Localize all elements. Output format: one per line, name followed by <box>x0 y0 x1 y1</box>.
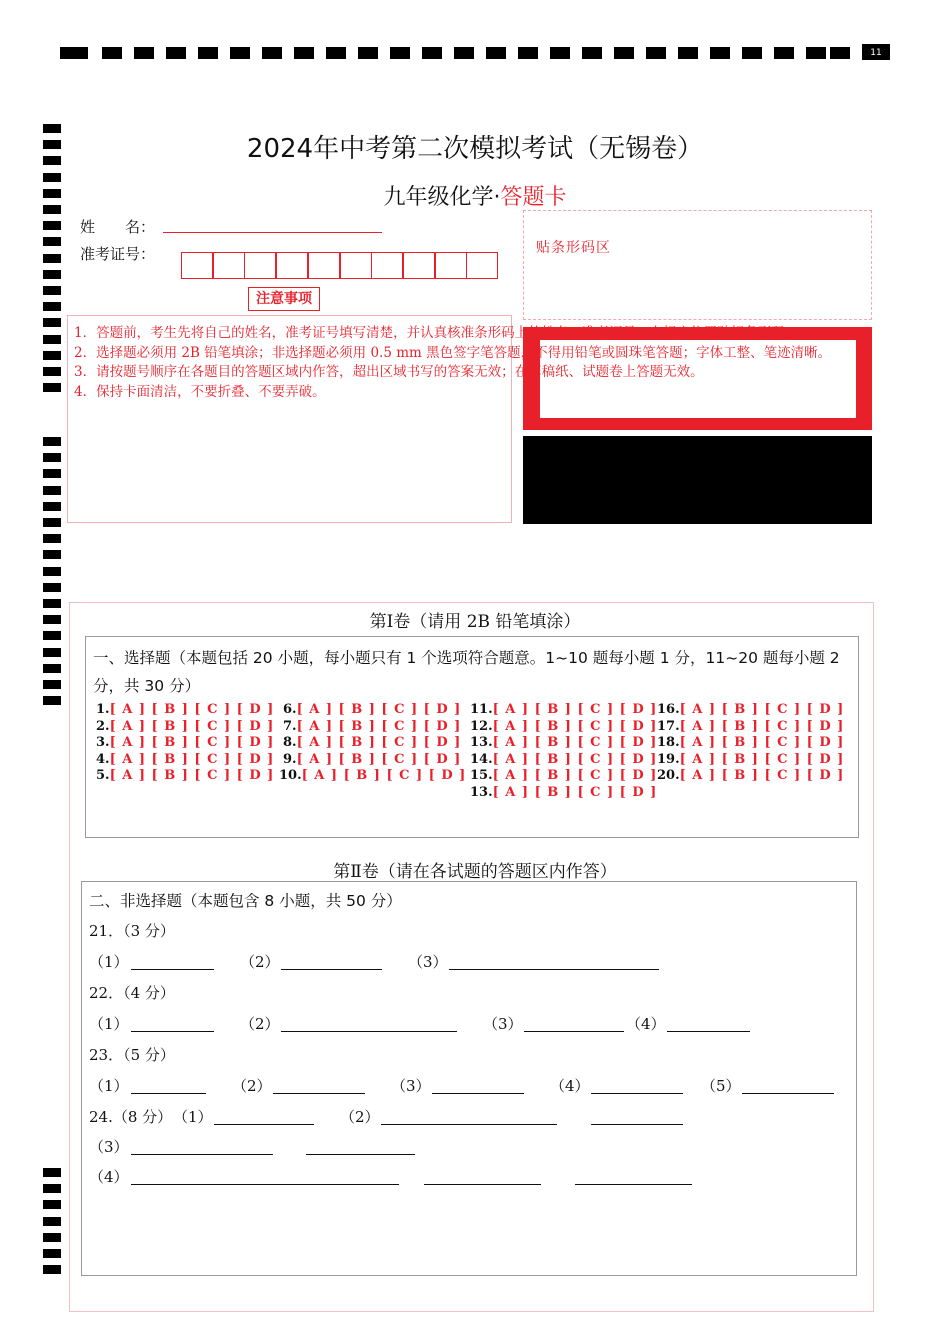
exam-title: 2024年中考第二次模拟考试（无锡卷） <box>246 134 704 164</box>
timing-mark <box>390 47 410 59</box>
choice-number: 9. <box>283 751 297 767</box>
choice-number: 11. <box>470 702 493 717</box>
q24-sub4-blank-a[interactable] <box>131 1183 399 1185</box>
id-digit-box[interactable] <box>403 252 435 279</box>
q23-sub5-label: （5） <box>701 1077 741 1095</box>
choice-options[interactable]: [ A ] [ B ] [ C ] [ D ] <box>492 735 658 750</box>
choice-options[interactable]: [ A ] [ B ] [ C ] [ D ] <box>109 735 275 750</box>
choice-number: 13. <box>470 784 493 800</box>
choice-options[interactable]: [ A ] [ B ] [ C ] [ D ] <box>109 702 275 717</box>
notice-4: 4．保持卡面清洁，不要折叠、不要弄破。 <box>74 384 326 400</box>
q24-sub1-label: （1） <box>173 1108 213 1126</box>
timing-mark <box>43 1217 61 1226</box>
q22-sub3-blank[interactable] <box>524 1030 624 1032</box>
timing-mark <box>60 47 88 59</box>
notice-3: 3．请按题号顺序在各题目的答题区域内作答，超出区域书写的答案无效；在草稿纸、试题卷上答题无效。 <box>74 364 704 380</box>
q23-sub3-label: （3） <box>391 1077 431 1095</box>
timing-mark <box>230 47 250 59</box>
timing-mark <box>43 567 61 576</box>
choice-row[interactable] <box>657 719 844 735</box>
q24-sub2-blank-b[interactable] <box>591 1123 683 1125</box>
free-response-box <box>81 881 857 1276</box>
timing-mark <box>678 47 698 59</box>
q23-label: 23．（5 分） <box>89 1046 175 1064</box>
choice-number: 7. <box>283 718 297 734</box>
timing-mark <box>582 47 602 59</box>
part2-heading: 第Ⅱ卷（请在各试题的答题区内作答） <box>333 862 617 882</box>
choice-number: 17. <box>657 718 680 734</box>
timing-mark <box>43 383 61 392</box>
q22-sub1-label: （1） <box>89 1015 129 1033</box>
timing-mark <box>43 648 61 657</box>
id-digit-box[interactable] <box>213 252 245 279</box>
id-digit-box[interactable] <box>244 252 276 279</box>
choice-options[interactable]: [ A ] [ B ] [ C ] [ D ] <box>679 735 845 750</box>
choice-options[interactable]: [ A ] [ B ] [ C ] [ D ] <box>679 718 845 734</box>
notice-1: 1．答题前，考生先将自己的姓名，准考证号填写清楚，并认真核准条形码上的姓名、准考证号，在规定位置贴好条形码。 <box>74 325 799 341</box>
q24-sub1-blank[interactable] <box>214 1123 314 1125</box>
timing-mark <box>422 47 442 59</box>
timing-mark <box>43 302 61 311</box>
timing-mark <box>43 486 61 495</box>
timing-mark <box>43 664 61 673</box>
timing-mark <box>43 1233 61 1242</box>
choice-number: 19. <box>657 751 680 767</box>
q21-label: 21．（3 分） <box>89 922 175 940</box>
timing-mark <box>742 47 762 59</box>
timing-mark <box>806 47 826 59</box>
timing-mark <box>43 437 61 446</box>
choice-row[interactable] <box>657 735 844 751</box>
timing-mark <box>326 47 346 59</box>
timing-mark <box>43 1265 61 1274</box>
choice-options[interactable]: [ A ] [ B ] [ C ] [ D ] <box>109 751 275 767</box>
q21-sub1-blank[interactable] <box>131 968 214 970</box>
q21-sub2-label: （2） <box>240 953 280 971</box>
timing-mark <box>646 47 666 59</box>
choice-options[interactable]: [ A ] [ B ] [ C ] [ D ] <box>296 735 462 750</box>
timing-mark <box>262 47 282 59</box>
subtitle-main: 九年级化学· <box>383 185 501 210</box>
choice-row[interactable] <box>96 702 274 718</box>
timing-mark <box>43 335 61 344</box>
timing-mark <box>43 469 61 478</box>
part1-heading: 第Ⅰ卷（请用 2B 铅笔填涂） <box>369 612 581 632</box>
q24-sub3-blank-b[interactable] <box>306 1153 415 1155</box>
choice-number: 18. <box>657 735 680 750</box>
part1-instructions-1: 一、选择题（本题包括 20 小题，每小题只有 1 个选项符合题意。1~10 题每小题 1 分，11~20 题每小题 2 <box>93 649 840 667</box>
q24-sub3-blank-a[interactable] <box>131 1153 273 1155</box>
q22-sub4-blank[interactable] <box>667 1030 750 1032</box>
timing-mark <box>43 1168 61 1177</box>
q21-sub3-label: （3） <box>408 953 448 971</box>
q23-sub2-blank[interactable] <box>273 1092 365 1094</box>
choice-options[interactable]: [ A ] [ B ] [ C ] [ D ] <box>109 718 275 734</box>
choice-row[interactable] <box>283 719 461 735</box>
choice-options[interactable]: [ A ] [ B ] [ C ] [ D ] <box>301 768 467 783</box>
q22-label: 22．（4 分） <box>89 984 175 1002</box>
id-digit-box[interactable] <box>276 252 308 279</box>
timing-mark <box>518 47 538 59</box>
q22-sub4-label: （4） <box>626 1015 666 1033</box>
timing-mark <box>550 47 570 59</box>
notice-2: 2．选择题必须用 2B 铅笔填涂；非选择题必须用 0.5 mm 黑色签字笔答题，不得用铅笔或圆珠笔答题；字体工整、笔迹清晰。 <box>74 345 832 361</box>
choice-number: 14. <box>470 751 493 767</box>
choice-row[interactable] <box>470 719 657 735</box>
choice-options[interactable]: [ A ] [ B ] [ C ] [ D ] <box>492 768 658 783</box>
choice-number: 3. <box>96 735 110 750</box>
timing-mark <box>43 270 61 279</box>
timing-mark <box>486 47 506 59</box>
timing-mark <box>43 351 61 360</box>
choice-row[interactable] <box>96 752 274 768</box>
q24-sub4-label: （4） <box>89 1168 129 1186</box>
timing-mark <box>43 1184 61 1193</box>
barcode-area <box>523 210 872 320</box>
id-digit-box[interactable] <box>181 252 213 279</box>
subtitle-red: 答题卡 <box>500 185 567 210</box>
timing-mark <box>830 47 850 59</box>
timing-mark <box>710 47 730 59</box>
choice-number: 8. <box>283 735 297 750</box>
choice-number: 13. <box>470 735 493 750</box>
timing-mark <box>43 318 61 327</box>
name-field[interactable] <box>163 214 382 233</box>
choice-options[interactable]: [ A ] [ B ] [ C ] [ D ] <box>679 768 845 783</box>
timing-mark <box>43 696 61 705</box>
q22-sub3-label: （3） <box>483 1015 523 1033</box>
id-digit-box[interactable] <box>435 252 467 279</box>
q22-sub2-label: （2） <box>240 1015 280 1033</box>
timing-mark <box>43 1200 61 1209</box>
q23-sub4-label: （4） <box>550 1077 590 1095</box>
q23-sub2-label: （2） <box>232 1077 272 1095</box>
choice-row[interactable] <box>470 752 657 768</box>
choice-number: 15. <box>470 768 493 783</box>
choice-row[interactable] <box>657 702 844 718</box>
q22-sub2-blank[interactable] <box>281 1030 457 1032</box>
choice-row[interactable] <box>96 768 274 784</box>
choice-row[interactable] <box>470 785 657 801</box>
q24-sub4-blank-b[interactable] <box>424 1183 541 1185</box>
choice-row[interactable] <box>470 768 657 784</box>
q21-sub2-blank[interactable] <box>281 968 382 970</box>
timing-mark <box>294 47 314 59</box>
q23-sub4-blank[interactable] <box>591 1092 683 1094</box>
choice-row[interactable] <box>283 735 461 751</box>
timing-mark <box>43 221 61 230</box>
q23-sub5-blank[interactable] <box>742 1092 834 1094</box>
choice-options[interactable]: [ A ] [ B ] [ C ] [ D ] <box>296 718 462 734</box>
timing-mark <box>43 534 61 543</box>
choice-options[interactable]: [ A ] [ B ] [ C ] [ D ] <box>296 751 462 767</box>
id-digit-box[interactable] <box>340 252 372 279</box>
choice-options[interactable]: [ A ] [ B ] [ C ] [ D ] <box>492 784 658 800</box>
choice-options[interactable]: [ A ] [ B ] [ C ] [ D ] <box>679 702 845 717</box>
id-digit-box[interactable] <box>466 252 498 279</box>
q23-sub3-blank[interactable] <box>432 1092 524 1094</box>
choice-row[interactable] <box>470 702 657 718</box>
part1-instructions-2: 分，共 30 分） <box>93 677 201 695</box>
choice-row[interactable] <box>283 752 461 768</box>
id-label: 准考证号： <box>80 245 156 263</box>
timing-mark <box>774 47 794 59</box>
choice-options[interactable]: [ A ] [ B ] [ C ] [ D ] <box>679 751 845 767</box>
timing-mark <box>43 502 61 511</box>
q23-sub1-blank[interactable] <box>131 1092 206 1094</box>
notice-title: 注意事项 <box>248 287 320 311</box>
q24-sub2-blank-a[interactable] <box>381 1123 557 1125</box>
page-number-text: 11 <box>870 48 882 58</box>
choice-row[interactable] <box>657 752 844 768</box>
timing-mark <box>454 47 474 59</box>
timing-mark <box>358 47 378 59</box>
q24-sub2-label: （2） <box>340 1108 380 1126</box>
choice-options[interactable]: [ A ] [ B ] [ C ] [ D ] <box>492 751 658 767</box>
choice-row[interactable] <box>96 719 274 735</box>
q24-label: 24.（8 分） <box>89 1108 173 1126</box>
q23-sub1-label: （1） <box>89 1077 129 1095</box>
name-label: 姓 名： <box>80 218 156 236</box>
timing-mark <box>43 453 61 462</box>
choice-options[interactable]: [ A ] [ B ] [ C ] [ D ] <box>492 702 658 717</box>
timing-mark <box>43 680 61 689</box>
timing-mark <box>43 286 61 295</box>
redacted-block <box>523 436 872 524</box>
barcode-label: 贴条形码区 <box>536 240 611 256</box>
timing-mark <box>43 237 61 246</box>
timing-mark <box>43 631 61 640</box>
q21-sub3-blank[interactable] <box>449 968 659 970</box>
choice-number: 4. <box>96 751 110 767</box>
choice-number: 20. <box>657 768 680 783</box>
timing-mark <box>134 47 154 59</box>
timing-mark <box>43 550 61 559</box>
timing-mark <box>43 518 61 527</box>
q24-sub4-blank-c[interactable] <box>575 1183 692 1185</box>
timing-mark <box>43 583 61 592</box>
choice-options[interactable]: [ A ] [ B ] [ C ] [ D ] <box>296 702 462 717</box>
timing-mark <box>43 254 61 263</box>
timing-mark <box>43 1249 61 1258</box>
choice-row[interactable] <box>96 735 274 751</box>
timing-mark <box>198 47 218 59</box>
q21-sub1-label: （1） <box>89 953 129 971</box>
id-digit-box[interactable] <box>371 252 403 279</box>
timing-mark <box>166 47 186 59</box>
choice-number: 1. <box>96 702 110 717</box>
timing-mark <box>102 47 122 59</box>
choice-number: 12. <box>470 718 493 734</box>
choice-row[interactable] <box>657 768 844 784</box>
choice-row[interactable] <box>283 702 461 718</box>
choice-number: 16. <box>657 702 680 717</box>
page-number <box>862 44 890 60</box>
timing-mark <box>614 47 634 59</box>
choice-options[interactable]: [ A ] [ B ] [ C ] [ D ] <box>109 768 275 783</box>
id-digit-box[interactable] <box>308 252 340 279</box>
choice-options[interactable]: [ A ] [ B ] [ C ] [ D ] <box>492 718 658 734</box>
choice-number: 10. <box>279 768 302 783</box>
q22-sub1-blank[interactable] <box>131 1030 214 1032</box>
part2-instructions: 二、非选择题（本题包含 8 小题，共 50 分） <box>89 892 402 910</box>
choice-row[interactable] <box>279 768 466 784</box>
choice-number: 5. <box>96 768 110 783</box>
choice-number: 6. <box>283 702 297 717</box>
q24-sub3-label: （3） <box>89 1138 129 1156</box>
choice-row[interactable] <box>470 735 657 751</box>
choice-number: 2. <box>96 718 110 734</box>
card-subtitle <box>0 180 950 211</box>
timing-mark <box>43 367 61 376</box>
